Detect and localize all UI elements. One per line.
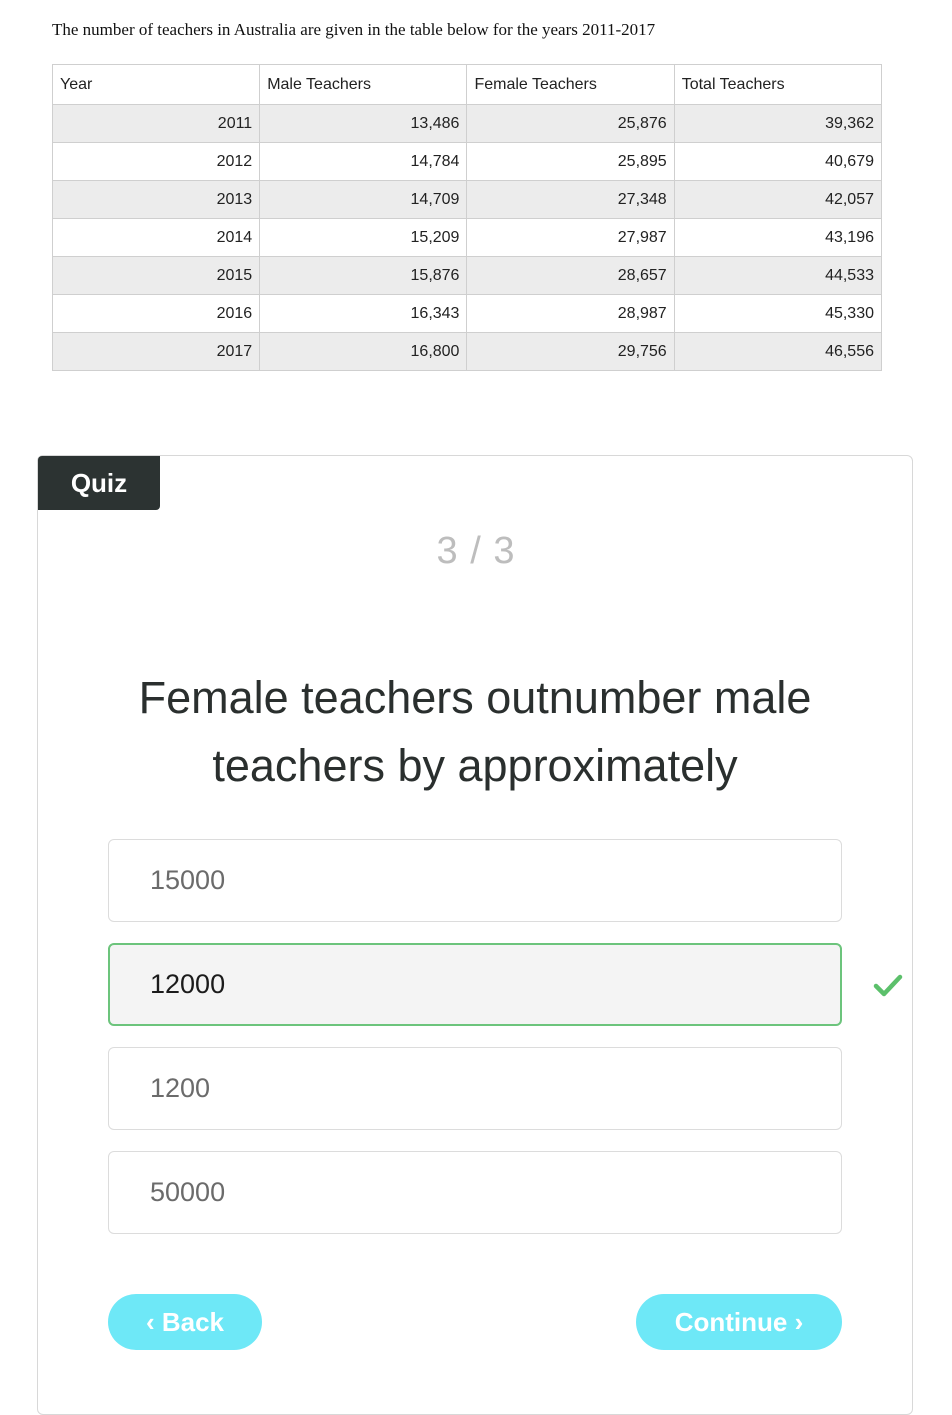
cell-year: 2017 [53,333,260,371]
header-total-teachers: Total Teachers [674,65,881,105]
cell-male: 16,343 [260,295,467,333]
answer-option[interactable] [108,1047,842,1130]
cell-female: 25,895 [467,143,674,181]
cell-male: 13,486 [260,105,467,143]
quiz-card [37,455,913,1415]
cell-male: 16,800 [260,333,467,371]
table-header-row [53,65,882,105]
answer-option-selected[interactable] [108,943,842,1026]
answer-option-label: 1200 [150,1073,211,1103]
cell-female: 25,876 [467,105,674,143]
answer-option-label: 12000 [150,969,226,999]
teachers-table [52,64,882,371]
check-icon [872,972,904,1000]
cell-year: 2012 [53,143,260,181]
continue-button-label: Continue › [674,1306,804,1337]
cell-total: 45,330 [674,295,881,333]
answer-option-label: 50000 [150,1177,226,1207]
back-button[interactable] [108,1294,262,1350]
table-row [53,333,882,371]
table-row [53,257,882,295]
answer-option-label: 15000 [150,865,226,895]
cell-total: 46,556 [674,333,881,371]
cell-male: 15,876 [260,257,467,295]
cell-male: 14,709 [260,181,467,219]
table-row [53,143,882,181]
cell-female: 29,756 [467,333,674,371]
cell-total: 43,196 [674,219,881,257]
cell-female: 27,987 [467,219,674,257]
quiz-progress: 3 / 3 [436,530,516,572]
cell-male: 15,209 [260,219,467,257]
intro-text: The number of teachers in Australia are given in the table below for the years 2011-2017 [52,20,656,39]
quiz-tab: Quiz [38,456,160,510]
quiz-question: Female teachers outnumber male teachers by approximately [138,672,812,791]
table-row [53,181,882,219]
table-row [53,295,882,333]
cell-year: 2016 [53,295,260,333]
header-male-teachers: Male Teachers [260,65,467,105]
cell-total: 42,057 [674,181,881,219]
answer-option[interactable] [108,1151,842,1234]
cell-year: 2014 [53,219,260,257]
table-row [53,105,882,143]
cell-year: 2013 [53,181,260,219]
cell-year: 2011 [53,105,260,143]
cell-total: 40,679 [674,143,881,181]
cell-female: 28,987 [467,295,674,333]
cell-total: 44,533 [674,257,881,295]
answer-option[interactable] [108,839,842,922]
cell-female: 27,348 [467,181,674,219]
back-button-label: ‹ Back [145,1306,225,1337]
cell-year: 2015 [53,257,260,295]
header-female-teachers: Female Teachers [467,65,674,105]
cell-total: 39,362 [674,105,881,143]
cell-female: 28,657 [467,257,674,295]
cell-male: 14,784 [260,143,467,181]
table-row [53,219,882,257]
header-year: Year [53,65,260,105]
continue-button[interactable] [636,1294,842,1350]
